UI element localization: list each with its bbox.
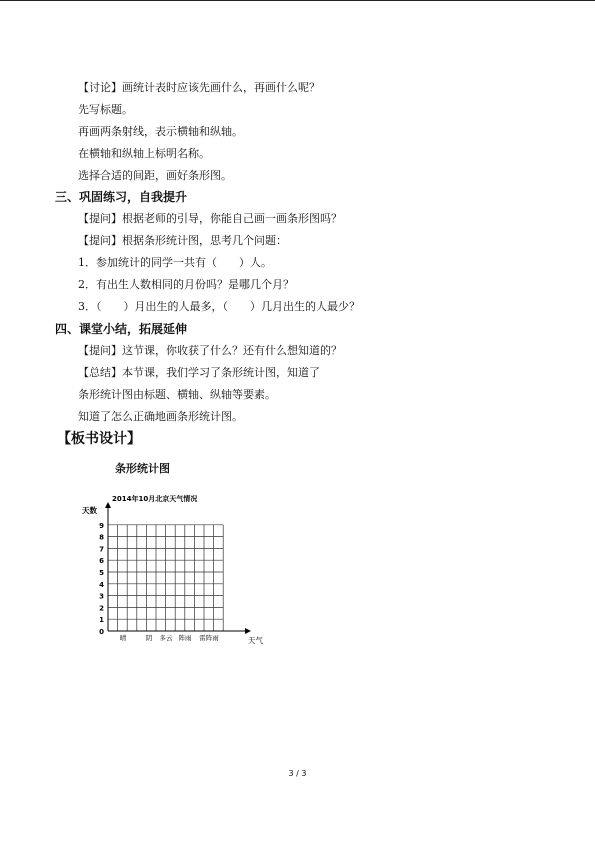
page-number: 3 / 3: [288, 769, 307, 778]
x-category-label: 阵雨: [178, 634, 192, 642]
discussion-step-2: 再画两条射线，表示横轴和纵轴。: [78, 125, 243, 138]
y-tick-label: 1: [99, 616, 104, 625]
y-tick-label: 4: [99, 580, 104, 589]
section-3-item-1: 1．参加统计的同学一共有（ ）人。: [78, 256, 272, 269]
section-4-summary: 【总结】本节课，我们学习了条形统计图，知道了: [78, 366, 320, 379]
section-4-line-1: 条形统计图由标题、横轴、纵轴等要素。: [78, 388, 276, 401]
page-top-rule: [0, 0, 595, 1]
y-tick-label: 8: [99, 533, 104, 542]
x-category-label: 多云: [159, 634, 173, 642]
y-tick-label: 2: [99, 604, 104, 613]
y-tick-label: 5: [99, 569, 104, 577]
section-3-question-2: 【提问】根据条形统计图，思考几个问题：: [78, 234, 287, 247]
y-tick-label: 6: [99, 557, 104, 566]
section-3-question-1: 【提问】根据老师的引导，你能自己画一画条形图吗？: [78, 212, 342, 225]
y-tick-label: 0: [99, 628, 104, 636]
discussion-prompt: 【讨论】画统计表时应该先画什么，再画什么呢？: [78, 81, 320, 94]
y-tick-label: 7: [99, 545, 104, 554]
x-category-label: 阴: [145, 634, 153, 642]
chart-title: 2014年10月北京天气情况: [112, 495, 198, 503]
board-design-title: 【板书设计】: [57, 431, 141, 447]
y-tick-label: 9: [99, 521, 104, 530]
discussion-step-3: 在横轴和纵轴上标明名称。: [78, 147, 210, 160]
board-subtitle: 条形统计图: [115, 462, 170, 475]
y-tick-label: 3: [99, 592, 104, 601]
x-category-label: 晴: [119, 634, 127, 642]
discussion-step-1: 先写标题。: [78, 103, 133, 116]
section-4-line-2: 知道了怎么正确地画条形统计图。: [78, 410, 243, 423]
x-category-label: 雷阵雨: [199, 634, 219, 642]
y-axis-label: 天数: [82, 506, 97, 515]
discussion-step-4: 选择合适的间距，画好条形图。: [78, 169, 232, 182]
section-3-heading: 三、巩固练习，自我提升: [55, 190, 188, 204]
section-4-question-1: 【提问】这节课，你收获了什么？还有什么想知道的？: [78, 344, 342, 357]
section-4-heading: 四、课堂小结，拓展延伸: [55, 322, 188, 336]
section-3-item-2: 2．有出生人数相同的月份吗？是哪几个月？: [78, 278, 294, 291]
section-3-item-3: 3．（ ）月出生的人最多，（ ）几月出生的人最少？: [78, 300, 360, 313]
x-axis-label: 天气: [248, 636, 263, 645]
weather-bar-chart-grid: [78, 488, 278, 648]
